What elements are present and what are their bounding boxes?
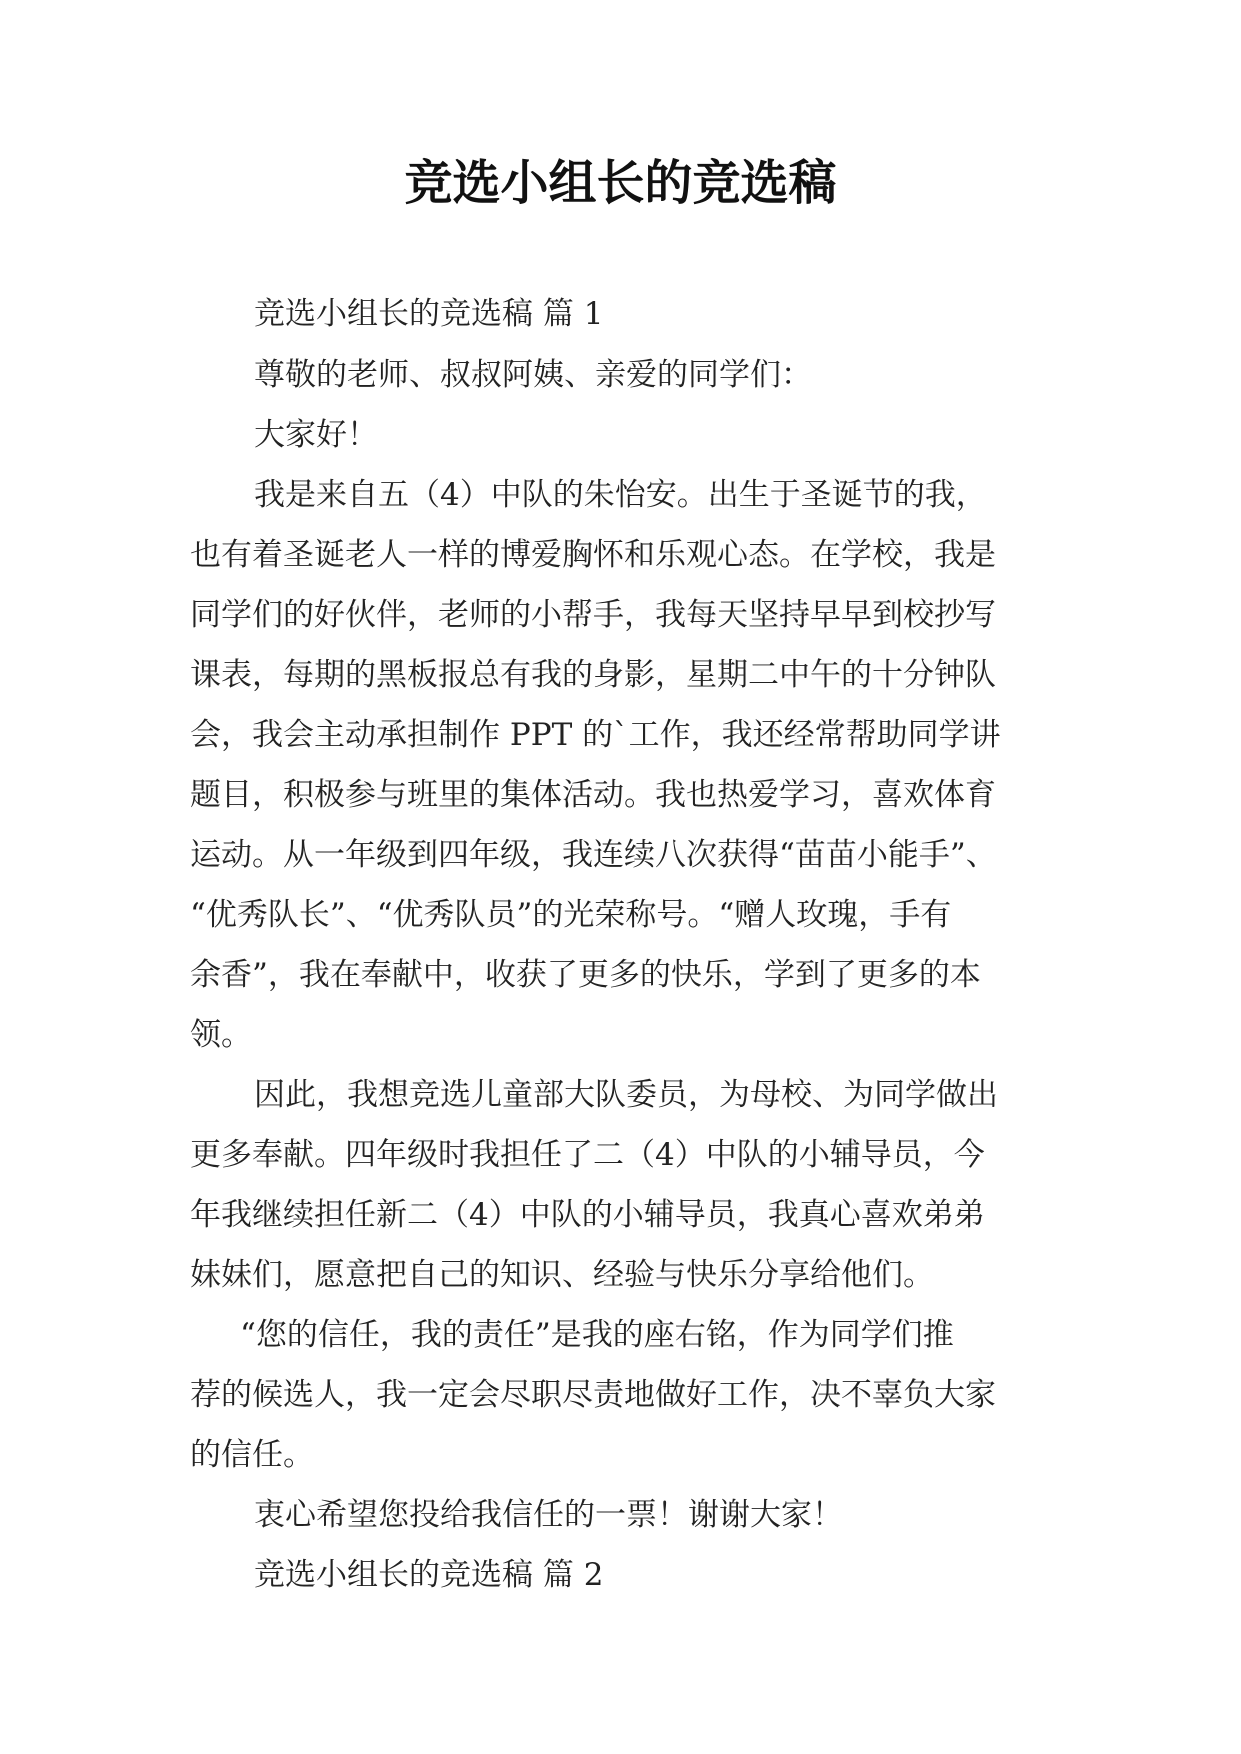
document-title: 竞选小组长的竞选稿: [404, 155, 837, 211]
paragraph-line: 余香”，我在奉献中，收获了更多的快乐，学到了更多的本: [190, 957, 981, 993]
paragraph-line: 运动。从一年级到四年级，我连续八次获得“苗苗小能手”、: [190, 837, 997, 873]
paragraph-line: 因此，我想竞选儿童部大队委员，为母校、为同学做出: [254, 1077, 998, 1113]
paragraph-line: 同学们的好伙伴，老师的小帮手，我每天坚持早早到校抄写: [190, 597, 996, 633]
paragraph-line: 领。: [190, 1017, 252, 1053]
paragraph-line: 题目，积极参与班里的集体活动。我也热爱学习，喜欢体育: [190, 777, 996, 813]
paragraph-line: 也有着圣诞老人一样的博爱胸怀和乐观心态。在学校，我是: [190, 537, 996, 573]
paragraph-line: 妹妹们，愿意把自己的知识、经验与快乐分享给他们。: [190, 1257, 934, 1293]
paragraph-line: 课表，每期的黑板报总有我的身影，星期二中午的十分钟队: [190, 657, 996, 693]
paragraph-line: “优秀队长”、“优秀队员”的光荣称号。“赠人玫瑰，手有: [190, 897, 952, 933]
paragraph-line: 更多奉献。四年级时我担任了二（4）中队的小辅导员，今: [190, 1137, 985, 1173]
paragraph-line: 年我继续担任新二（4）中队的小辅导员，我真心喜欢弟弟: [190, 1197, 985, 1233]
paragraph-line: 会，我会主动承担制作 PPT 的`工作，我还经常帮助同学讲: [190, 717, 1001, 753]
section-heading-1: 竞选小组长的竞选稿 篇 1: [254, 296, 604, 332]
salutation: 尊敬的老师、叔叔阿姨、亲爱的同学们：: [254, 357, 812, 393]
paragraph-line: 我是来自五（4）中队的朱怡安。出生于圣诞节的我，: [254, 477, 987, 513]
greeting: 大家好！: [254, 417, 378, 453]
paragraph-line: 荐的候选人，我一定会尽职尽责地做好工作，决不辜负大家: [190, 1377, 996, 1413]
section-heading-2: 竞选小组长的竞选稿 篇 2: [254, 1557, 604, 1593]
paragraph-line: 的信任。: [190, 1437, 314, 1473]
paragraph-line: “您的信任，我的责任”是我的座右铭，作为同学们推: [240, 1317, 954, 1353]
closing-line: 衷心希望您投给我信任的一票！谢谢大家！: [254, 1497, 843, 1533]
